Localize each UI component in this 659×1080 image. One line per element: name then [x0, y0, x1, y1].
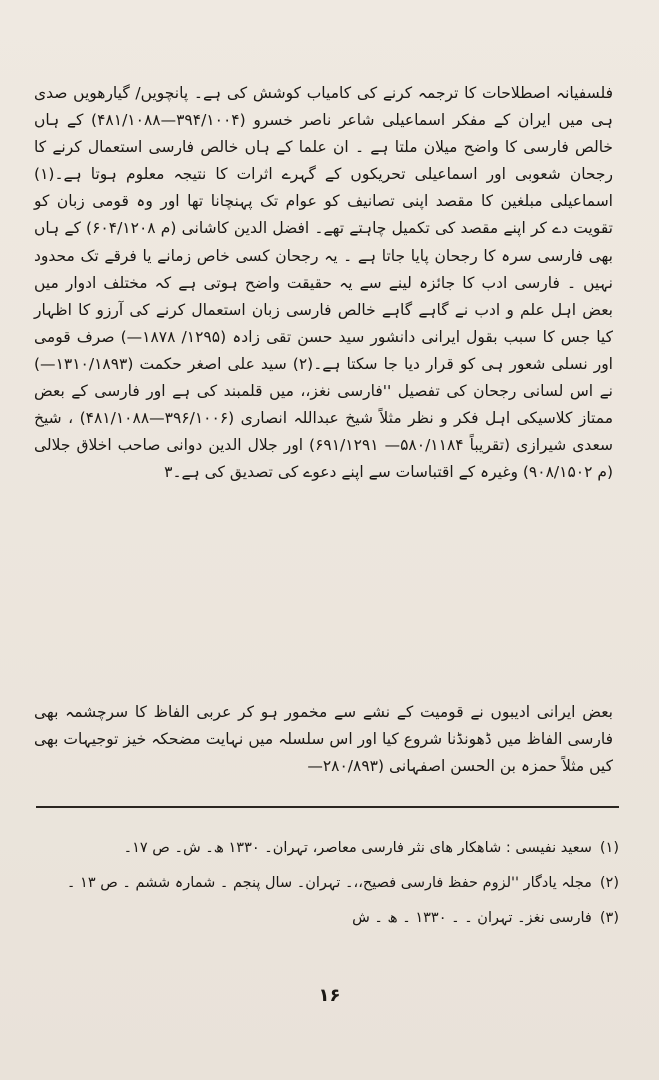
- footnote-2-marker: (۲): [599, 875, 619, 891]
- paragraph-1: فلسفیانہ اصطلاحات کا ترجمہ کرنے کی کامیاب کوشش کی ہے۔ پانچویں/ گیارھویں صدی ہی میں ایران کے مفکر اسماعیلی شاعر ناصر خسرو (۳۹۴/۱۰۰۴—۴۸۱/۱۰۸۸) کے ہاں خالص فارسی کا واضح میلان ملتا ہے ۔ ان علما کے ہاں خالص فارسی استعمال کرنے کا رجحان شعوبی اور اسماعیلی تحریکوں کے گہرے اثرات کا نتیجہ معلوم ہوتا ہے۔(۱) اسماعیلی مبلغین کا مقصد اپنی تصانیف کو عوام تک پہنچانا تھا اور وہ قومی زبان کو تقویت دے کر اپنے مقصد کی تکمیل چاہتے تھے۔ افضل الدین کاشانی (م ۶۰۴/۱۲۰۸) کے ہاں بھی فارسی سرہ کا رجحان پایا جاتا ہے ۔ یہ رجحان کسی خاص زمانے یا فرقے تک محدود نہیں ۔ فارسی ادب کا جائزہ لینے سے یہ حقیقت واضح ہوتی ہے کہ مختلف ادوار میں بعض اہل علم و ادب نے گاہے گاہے خالص فارسی زبان استعمال کرنے کی آرزو کا اظہار کیا جس کا سبب بقول ایرانی دانشور سید حسن تقی زادہ (۱۲۹۵/ ۱۸۷۸—) صرف قومی اور نسلی شعور ہی کو قرار دیا جا سکتا ہے۔(۲) سید علی اصغر حکمت (۱۳۱۰/۱۸۹۳—) نے اس لسانی رجحان کی تفصیل ''فارسی نغز،، میں قلمبند کی ہے اور فارسی کے بعض ممتاز کلاسیکی اہل فکر و نظر مثلاً شیخ عبداللہ انصاری (۳۹۶/۱۰۰۶—۴۸۱/۱۰۸۸) ، شیخ سعدی شیرازی (تقریباً ۵۸۰/۱۱۸۴— ۶۹۱/۱۲۹۱) اور جلال الدین دوانی صاحب اخلاق جلالی (م ۹۰۸/۱۵۰۲) وغیرہ کے اقتباسات سے اپنے دعوے کی تصدیق کی ہے۔۳: [34, 84, 614, 482]
- footnote-3-text: فارسی نغز۔ تہران ۔ ۔ ۱۳۳۰ ۔ ھ ۔ ش: [352, 910, 592, 926]
- footnote-3: [34, 905, 619, 932]
- footnote-2-text: مجلہ یادگار ''لزوم حفظ فارسی فصیح،،۔ تہران۔ سال پنجم ۔ شمارہ ششم ۔ ص ۱۳ ۔: [66, 875, 592, 891]
- footnotes: [34, 835, 619, 940]
- main-text-block: [34, 80, 613, 486]
- footnote-1: [34, 835, 619, 862]
- footnote-1-text: سعید نفیسی : شاھکار ھای نثر فارسی معاصر، تہران۔ ۱۳۳۰ ھ۔ ش۔ ص ۱۷۔: [123, 840, 592, 856]
- footnote-divider: [36, 806, 619, 808]
- footnote-3-marker: (۳): [599, 910, 619, 926]
- footnote-1-marker: (۱): [599, 840, 619, 856]
- main-text-block-2: [34, 683, 613, 795]
- page-number: ۱۶: [318, 985, 341, 1006]
- footnote-2: [34, 870, 619, 897]
- paragraph-2: بعض ایرانی ادیبوں نے قومیت کے نشے سے مخمور ہو کر عربی الفاظ کا سرچشمہ بھی فارسی الفاظ میں ڈھونڈنا شروع کیا اور اس سلسلہ میں نہایت مضحکہ خیز توجیہات بھی کیں مثلاً حمزہ بن الحسن اصفہانی (۲۸۰/۸۹۳—: [34, 702, 613, 775]
